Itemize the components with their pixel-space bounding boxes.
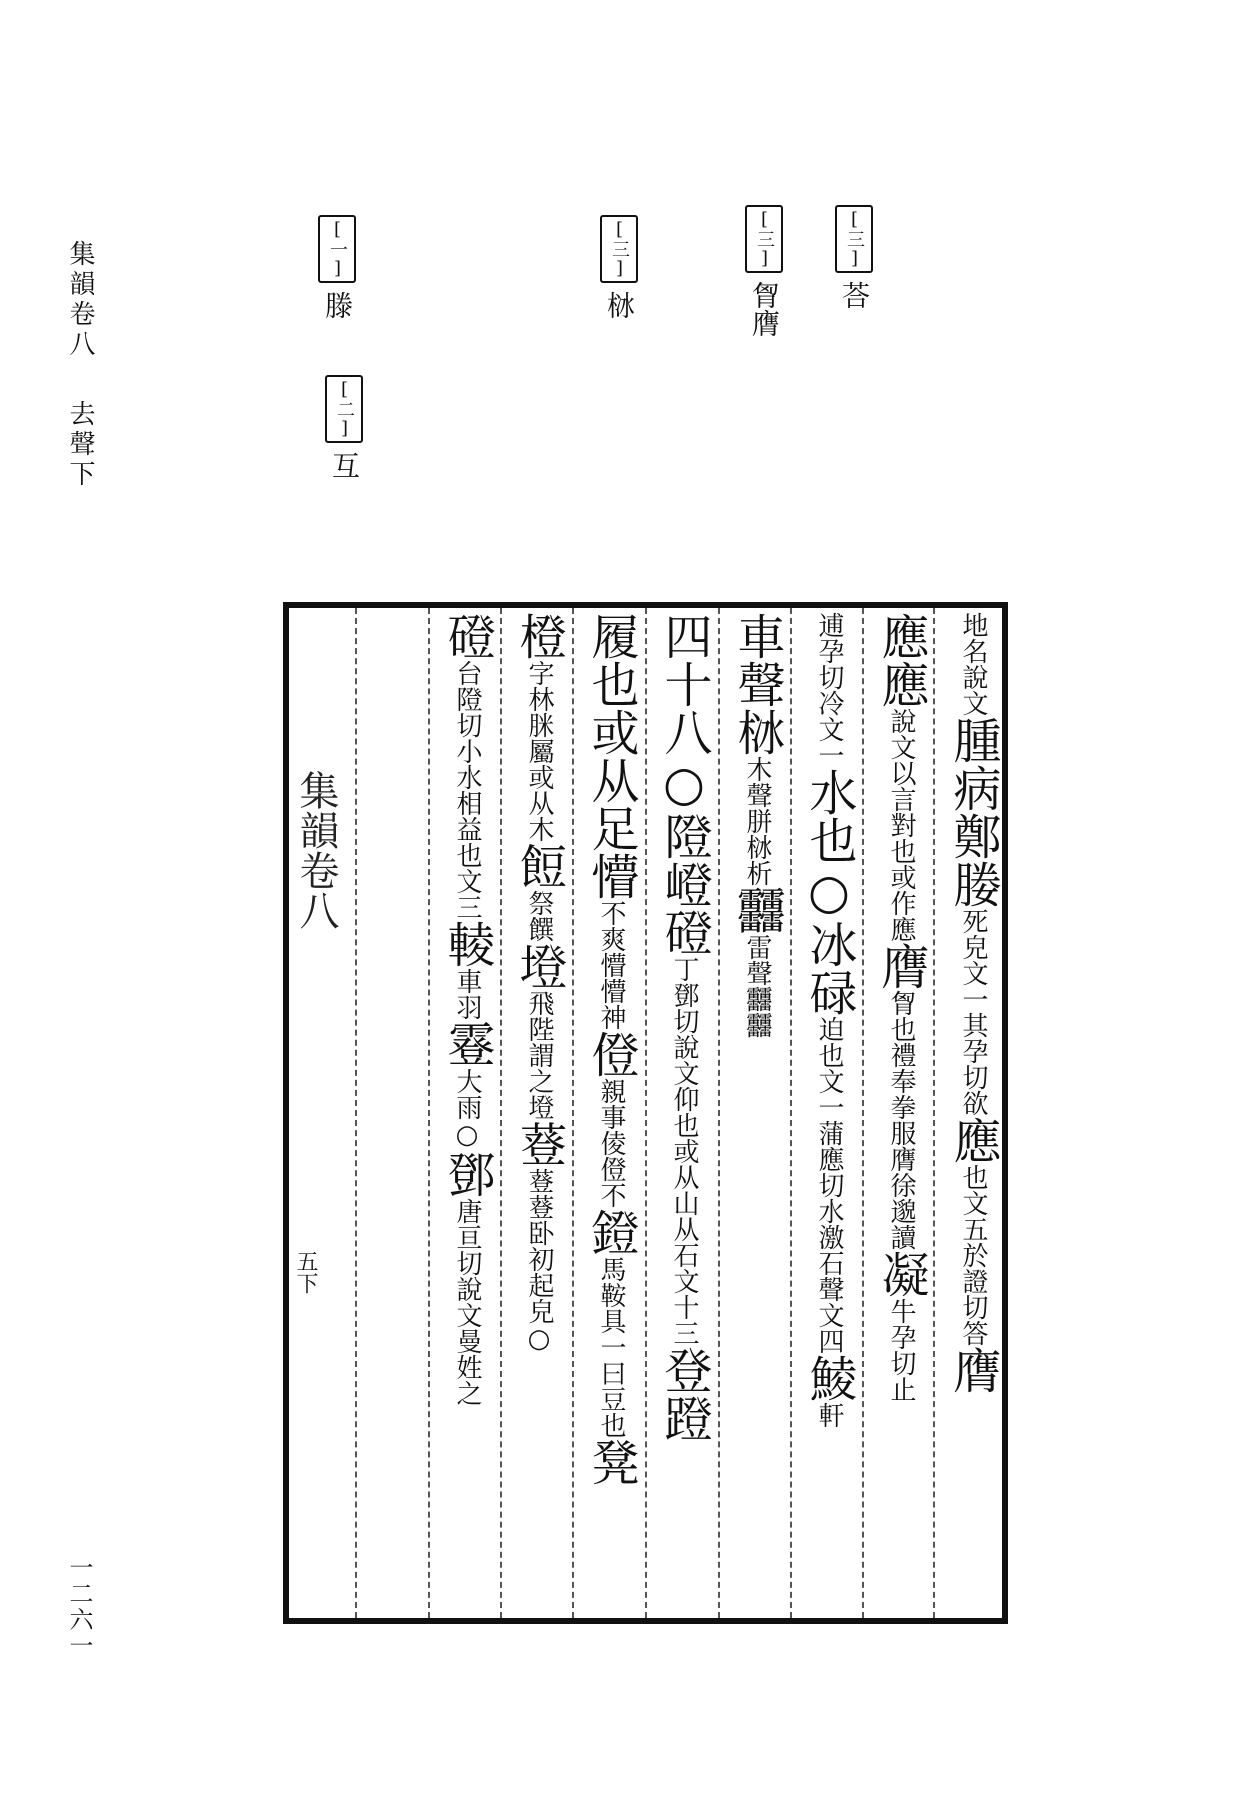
text-column-7: 橙字林脒屬或从木餖祭饌墱飛陛謂之墱䔲䔲䔲卧初起皃○ [511, 612, 567, 1354]
note-text: 胷膺 [748, 281, 781, 337]
note-2 [745, 205, 783, 337]
text-column-5: 四十八○隥嶝磴丁鄧切說文仰也或从山从石文十三登蹬 [656, 612, 712, 1442]
note-mark: [三] [835, 205, 873, 273]
note-mark: [三] [600, 215, 638, 283]
note-text: 栤 [603, 291, 636, 319]
text-column-8: 磴台隥切小水相益也文三輘車羽霯大雨○鄧唐亘切說文曼姓之 [439, 612, 495, 1406]
note-text: 互 [328, 451, 361, 479]
text-column-1: 地名說文腫病鄭媵死皃文一其孕切欲應也文五於證切答膺 [945, 612, 1001, 1394]
text-column-6: 履也或从足懵不爽懵懵神僜親事倰僜不鐙馬鞍具一曰豆也凳 [583, 612, 639, 1486]
spine-number: 五下 [293, 1250, 318, 1294]
spine-text: 集韻卷八 [293, 770, 339, 930]
note-mark: [三] [745, 205, 783, 273]
note-4 [318, 215, 356, 319]
note-text: 荅 [838, 281, 871, 309]
note-text: 滕 [321, 291, 354, 319]
running-header [62, 240, 99, 490]
note-1 [835, 205, 873, 309]
page-number: 一二六一 [65, 1555, 93, 1659]
note-mark: [二] [325, 375, 363, 443]
note-mark: [一] [318, 215, 356, 283]
text-column-4: 車聲栤木聲胼栤析䨻雷聲䨻䨻 [729, 612, 785, 1038]
header-title: 集韻卷八 [65, 240, 95, 360]
note-3 [600, 215, 638, 319]
note-5 [325, 375, 363, 479]
text-column-3: 逋孕切冷文一水也○冰碌迫也文一蒲應切水激石聲文四鯪軒 [801, 612, 857, 1428]
text-column-2: 應應說文以言對也或作應膺胷也禮奉拳服膺徐邈讀凝牛孕切止 [873, 612, 929, 1402]
header-section: 去聲下 [65, 400, 95, 490]
